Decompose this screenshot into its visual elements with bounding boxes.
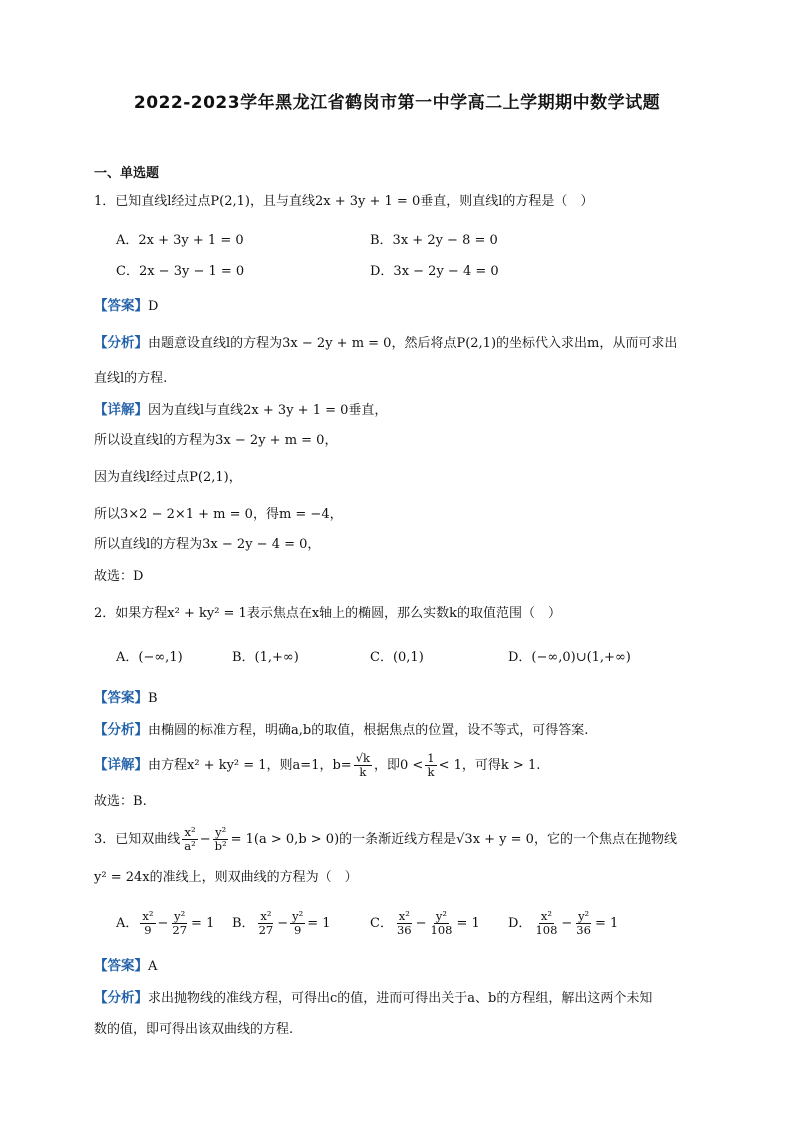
frac-numerator: x²	[398, 909, 410, 923]
analysis-tag: 【分析】	[94, 722, 148, 738]
section-heading: 一、单选题	[94, 166, 160, 181]
q3-stem-a: 3．已知双曲线	[94, 832, 181, 847]
option-letter: B．	[232, 916, 255, 931]
frac-numerator: x²	[142, 909, 154, 923]
q1-option-b: B．3x + 2y − 8 = 0	[370, 233, 498, 248]
choose-label: 故选：	[94, 794, 134, 809]
equals-one: = 1	[191, 916, 215, 931]
frac-denominator: a²	[184, 839, 196, 853]
q3-answer-row	[94, 956, 157, 977]
q2-option-d: D．(−∞,0)∪(1,+∞)	[508, 650, 631, 665]
q2-choose-value: B.	[133, 794, 147, 809]
frac-denominator: 9	[144, 923, 152, 937]
analysis-tag: 【分析】	[94, 335, 148, 351]
q2-option-c: C．(0,1)	[370, 650, 424, 665]
q3-option-d	[508, 910, 618, 937]
q1-detail-3: 因为直线l经过点P(2,1)，	[94, 470, 242, 485]
frac-denominator: 36	[396, 923, 412, 937]
option-letter: D．	[508, 916, 532, 931]
fraction	[290, 910, 305, 937]
q2-answer-row	[94, 688, 158, 709]
fraction	[533, 910, 559, 937]
frac-numerator: 1	[427, 751, 435, 765]
q2-detail-row	[94, 752, 540, 779]
equals-one: = 1	[456, 916, 480, 931]
answer-tag: 【答案】	[94, 690, 148, 706]
q1-option-d: D．3x − 2y − 4 = 0	[370, 264, 499, 279]
q1-answer: D	[148, 299, 159, 314]
q2-detail-b: ，即0 <	[374, 758, 424, 773]
minus-sign: −	[199, 832, 211, 847]
fraction	[429, 910, 455, 937]
analysis-tag: 【分析】	[94, 990, 148, 1006]
q3-option-b	[232, 910, 331, 937]
q2-detail-a: 由方程x² + ky² = 1，则a=1，b=	[148, 758, 352, 773]
q1-detail-4: 所以3×2 − 2×1 + m = 0，得m = −4，	[94, 507, 343, 522]
frac-denominator: k	[359, 765, 367, 779]
q3-option-a	[116, 910, 214, 937]
q2-option-a: A．(−∞,1)	[116, 650, 183, 665]
q1-detail-1: 因为直线l与直线2x + 3y + 1 = 0垂直，	[148, 403, 388, 418]
fraction-x2-over-a2	[182, 826, 197, 853]
q3-option-c	[370, 910, 480, 937]
minus-sign: −	[277, 916, 289, 931]
equals-one: = 1	[594, 916, 619, 931]
q1-option-c: C．2x − 3y − 1 = 0	[116, 264, 245, 279]
frac-numerator: y²	[578, 909, 590, 923]
frac-numerator: y²	[215, 825, 227, 839]
frac-denominator: k	[427, 765, 435, 779]
q2-choose-row	[94, 792, 147, 812]
q1-analysis-row	[94, 333, 677, 354]
q2-answer: B	[148, 691, 158, 706]
q3-stem-b: = 1(a > 0,b > 0)的一条渐近线方程是√3x + y = 0，它的一个焦点在抛物线	[230, 832, 677, 847]
option-letter: A．	[116, 916, 139, 931]
question-3-stem	[94, 826, 677, 853]
q1-answer-row	[94, 296, 158, 317]
fraction	[170, 910, 189, 937]
q2-analysis-row	[94, 720, 588, 741]
frac-denominator: 27	[172, 923, 188, 937]
q3-analysis-text: 求出抛物线的准线方程，可得出c的值，进而可得出关于a、b的方程组，解出这两个未知	[148, 991, 653, 1006]
fraction	[395, 910, 414, 937]
fraction	[140, 910, 155, 937]
fraction	[574, 910, 593, 937]
q1-detail-5: 所以直线l的方程为3x − 2y − 4 = 0，	[94, 537, 321, 552]
q1-detail-row	[94, 400, 387, 421]
q1-detail-2: 所以设直线l的方程为3x − 2y + m = 0，	[94, 433, 338, 448]
question-2-stem: 2．如果方程x² + ky² = 1表示焦点在x轴上的椭圆，那么实数k的取值范围（ ）	[94, 606, 562, 621]
q1-choose-row	[94, 567, 143, 587]
page-title: 2022-2023学年黑龙江省鹤岗市第一中学高二上学期期中数学试题	[133, 93, 661, 113]
answer-tag: 【答案】	[94, 298, 148, 314]
question-3-stem-continued: y² = 24x的准线上，则双曲线的方程为（ ）	[94, 870, 358, 885]
q1-choose-value: D	[133, 569, 144, 584]
fraction	[257, 910, 276, 937]
detail-tag: 【详解】	[94, 757, 148, 773]
fraction-one-over-k	[425, 752, 436, 779]
q1-analysis-text: 由题意设直线l的方程为3x − 2y + m = 0，然后将点P(2,1)的坐标代入求出m，从而可求出	[148, 336, 678, 351]
frac-numerator: x²	[184, 825, 196, 839]
frac-denominator: 27	[258, 923, 274, 937]
q3-analysis-row	[94, 988, 652, 1009]
equals-one: = 1	[307, 916, 331, 931]
frac-denominator: 108	[535, 923, 558, 937]
frac-numerator: y²	[435, 909, 448, 923]
minus-sign: −	[157, 916, 169, 931]
minus-sign: −	[415, 916, 427, 931]
frac-numerator: √k	[355, 751, 370, 765]
choose-label: 故选：	[94, 569, 134, 584]
detail-tag: 【详解】	[94, 402, 148, 418]
minus-sign: −	[561, 916, 573, 931]
frac-denominator: 36	[576, 923, 591, 937]
frac-numerator: x²	[540, 909, 552, 923]
frac-numerator: y²	[174, 909, 186, 923]
frac-numerator: y²	[292, 909, 304, 923]
frac-denominator: 108	[430, 923, 453, 937]
q3-answer: A	[148, 959, 158, 974]
fraction-sqrtk-over-k	[354, 752, 372, 779]
frac-numerator: x²	[260, 909, 272, 923]
answer-tag: 【答案】	[94, 958, 148, 974]
question-1-stem: 1．已知直线l经过点P(2,1)，且与直线2x + 3y + 1 = 0垂直，则直线l的方程是（ ）	[94, 194, 594, 209]
option-letter: C．	[370, 916, 393, 931]
q2-analysis-text: 由椭圆的标准方程，明确a,b的取值，根据焦点的位置，设不等式，可得答案.	[148, 723, 589, 738]
q1-analysis-continued: 直线l的方程.	[94, 371, 168, 386]
frac-denominator: 9	[294, 923, 302, 937]
q3-analysis-continued: 数的值，即可得出该双曲线的方程.	[94, 1022, 294, 1037]
q1-option-a: A．2x + 3y + 1 = 0	[116, 233, 244, 248]
fraction-y2-over-b2	[213, 826, 229, 853]
q2-detail-c: < 1，可得k > 1.	[438, 758, 541, 773]
q2-option-b: B．(1,+∞)	[232, 650, 299, 665]
frac-denominator: b²	[214, 839, 227, 853]
